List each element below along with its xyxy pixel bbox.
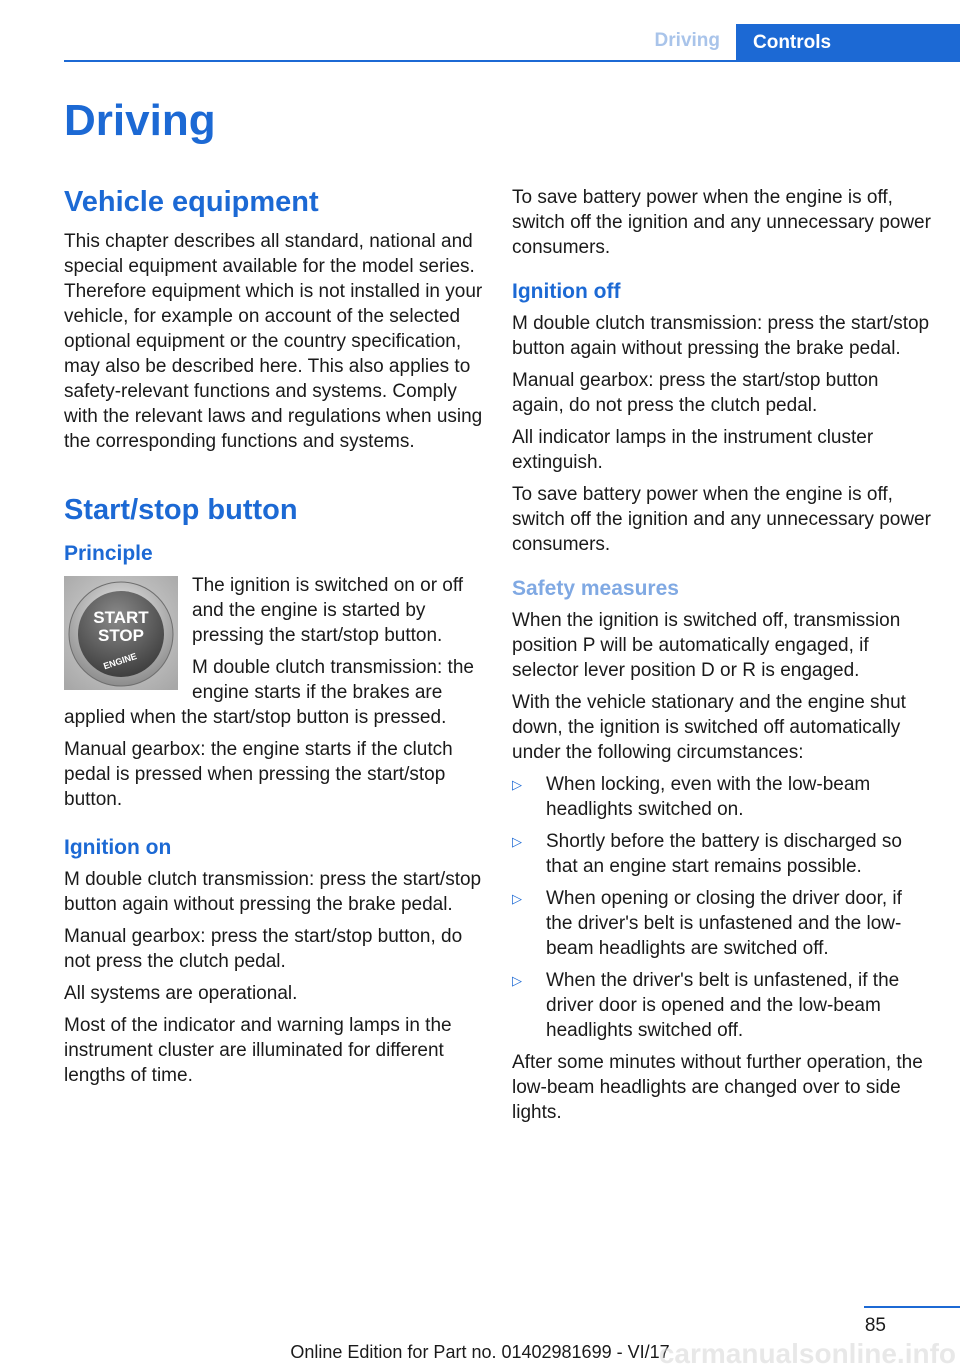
paragraph-vehicle-equipment: This chapter describes all standard, national and special equipment available for the model series. Therefore equipment which is not installed in your vehicle, for example on account of the selected optional equipment or the country specification, may also be described here. This also applies to safety-relevant functions and systems. Comply with the relevant laws and regulations when using the corresponding functions and systems. [64,231,483,452]
paragraph-manual-start: Manual gearbox: the engine starts if the clutch pedal is pressed when pressing the start/stop button. [64,739,453,810]
page-title: Driving [64,96,216,145]
bullet-triangle-icon: ▷ [512,834,522,849]
watermark: carmanualsonline.info [658,1338,956,1369]
header-section-driving: Driving [654,30,720,51]
list-item [512,886,932,961]
heading-vehicle-equipment: Vehicle equipment [64,186,319,218]
right-column [512,185,932,1132]
list-item-text: When opening or closing the driver door, if the driver's belt is unfastened and the low-beam headlights are switched off. [546,888,902,959]
paragraph-ignition-on-1: M double clutch transmission: press the start/stop button again without pressing the brake pedal. [64,869,482,915]
bullet-triangle-icon: ▷ [512,973,522,988]
bullet-triangle-icon: ▷ [512,777,522,792]
paragraph-safety-2: With the vehicle stationary and the engine shut down, the ignition is switched off automatically under the following circumstances: [512,692,906,763]
figure-label-stop: STOP [98,626,144,645]
page-header [0,0,960,62]
left-column [64,184,484,1095]
heading-principle: Principle [64,542,153,565]
paragraph-ignition-off-1: M double clutch transmission: press the start/stop button again without pressing the brake pedal. [512,313,930,359]
heading-start-stop-button: Start/stop button [64,494,298,526]
paragraph-safety-1: When the ignition is switched off, transmission position P will be automatically engaged, if selector lever position D or R is engaged. [512,610,901,681]
list-item-text: Shortly before the battery is discharged so that an engine start remains possible. [546,831,902,877]
paragraph-ignition-on-3: All systems are operational. [64,983,298,1004]
header-chapter-controls: Controls [736,24,960,62]
edition-note: Online Edition for Part no. 01402981699 - VI/17 [290,1342,670,1362]
paragraph-ignition-off-2: Manual gearbox: press the start/stop button again, do not press the clutch pedal. [512,370,879,416]
heading-ignition-on: Ignition on [64,836,172,859]
auto-off-conditions-list [512,772,932,1043]
list-item [512,772,932,822]
paragraph-principle: The ignition is switched on or off and the engine is started by pressing the start/stop button. [192,575,464,646]
list-item-text: When locking, even with the low-beam headlights switched on. [546,774,871,820]
figure-label-engine: ENGINE [102,651,139,672]
paragraph-ignition-off-3: All indicator lamps in the instrument cluster extinguish. [512,427,874,473]
paragraph-ignition-on-4: Most of the indicator and warning lamps in the instrument cluster are illuminated for different lengths of time. [64,1015,452,1086]
list-item-text: When the driver's belt is unfastened, if the driver door is opened and the low-beam headlights switched off. [546,970,900,1041]
bullet-triangle-icon: ▷ [512,891,522,906]
list-item [512,829,932,879]
heading-ignition-off: Ignition off [512,280,621,303]
paragraph-ignition-on-2: Manual gearbox: press the start/stop button, do not press the clutch pedal. [64,926,463,972]
start-stop-button-icon [64,576,178,690]
page-number: 85 [864,1315,886,1336]
paragraph-save-battery-1: To save battery power when the engine is off, switch off the ignition and any unnecessary power consumers. [512,187,931,258]
start-stop-button-image [64,576,178,690]
paragraph-save-battery-2: To save battery power when the engine is off, switch off the ignition and any unnecessary power consumers. [512,484,931,555]
footer-rule [864,1306,960,1308]
paragraph-after-minutes: After some minutes without further operation, the low-beam headlights are changed over to side lights. [512,1052,923,1123]
heading-safety-measures: Safety measures [512,577,679,600]
paragraph-mdct-start: M double clutch transmission: the engine starts if the brakes are applied when the start/stop button is pressed. [64,657,474,728]
header-rule [64,60,960,62]
list-item [512,968,932,1043]
figure-label-start: START [93,608,149,627]
